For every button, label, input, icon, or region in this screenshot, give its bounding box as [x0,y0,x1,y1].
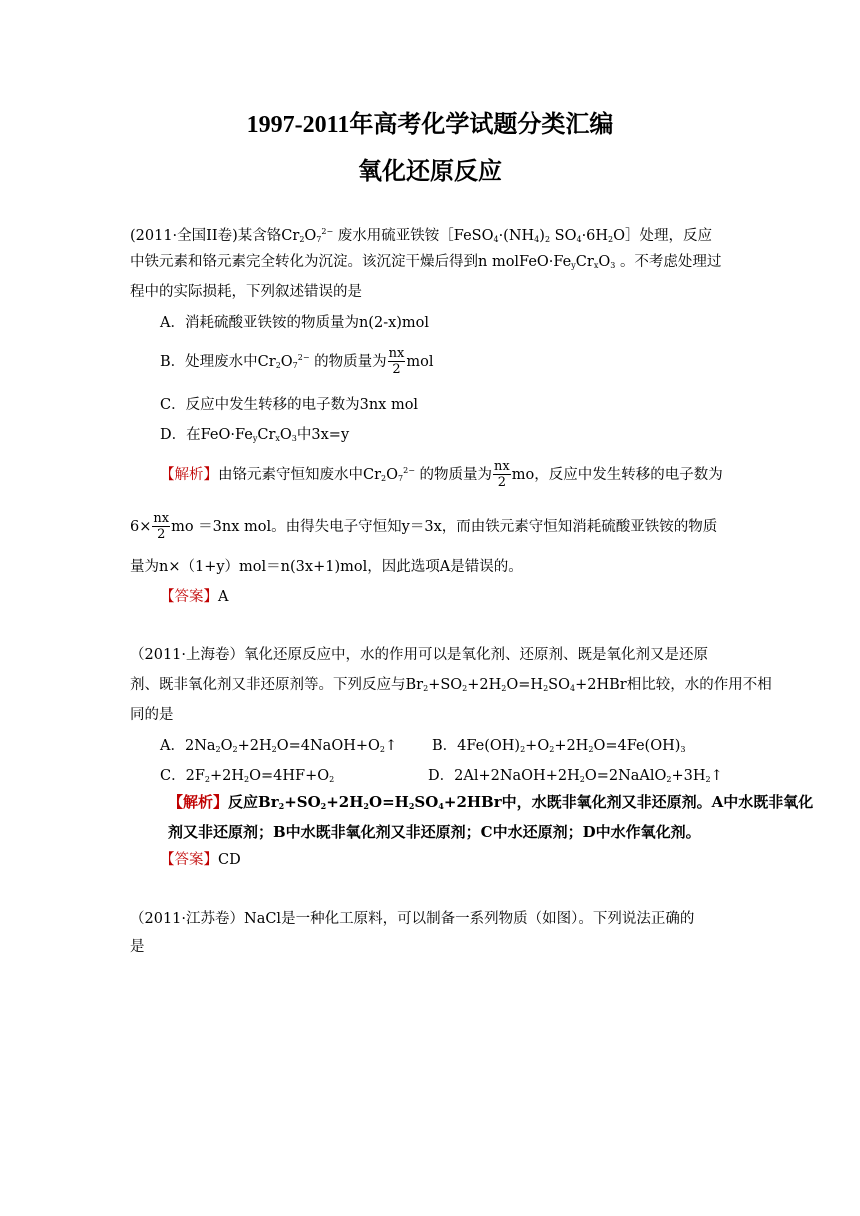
q2-stem-line3: 同的是 [130,707,174,723]
q2-stem-line1: （2011·上海卷）氧化还原反应中，水的作用可以是氧化剂、还原剂、既是氧化剂又是还原 [130,647,709,663]
q2-option-a: A．$2Na_2O_2+2H_2O=4NaOH+O_2↑$ [160,738,398,754]
q1-option-d: D．在$FeO\cdot Fe_yCr_xO_3$中3x=y [160,427,350,443]
q2-analysis-line1: 【解析】反应$Br_2+SO_2+2H_2O=H_2SO_4+2HBr$中，水既非氧化剂又非还原剂。A中水既非氧化 [168,793,814,811]
q1-option-b: B．处理废水中$Cr_2O_7^{2-}$ 的物质量为 $\frac{nx}{2}$ mol [160,346,434,377]
analysis-tag: 【解析】 [168,793,229,811]
q2-option-c: C．$2F_2+2H_2O=4HF+O_2$ [160,768,335,784]
q2-option-b: B．$4Fe(OH)_2+O_2+2H_2O=4Fe(OH)_3$ [432,738,686,754]
q2-answer: 【答案】CD [160,852,241,868]
q1-analysis-line3: 量为n×（1+y）mol＝n(3x+1)mol，因此选项A是错误的。 [130,559,523,575]
fraction-nx-over-2: $\frac{nx}{2}$ [388,346,405,377]
analysis-tag: 【解析】 [160,467,218,483]
q1-stem-line1: (2011·全国II卷)某含铬$Cr_2O_7^{2-}$ 废水用硫亚铁铵$[FeSO_4\cdot(NH_4)_2$ $SO_4\cdot 6H_2O]$处理，反应 [130,227,713,244]
fraction-nx-over-2: $\frac{nx}{2}$ [153,511,170,542]
answer-tag: 【答案】 [160,852,218,868]
q1-analysis-line1: 【解析】由铬元素守恒知废水中$Cr_2O_7^{2-}$ 的物质量为 $\frac{nx}{2}$ mo，反应中发生转移的电子数为 [160,459,723,490]
q1-answer: 【答案】A [160,589,229,605]
q3-stem-line2: 是 [130,939,145,955]
q1-stem-line3: 程中的实际损耗，下列叙述错误的是 [130,284,362,300]
q1-stem-line2: 中铁元素和铬元素完全转化为沉淀。该沉淀干燥后得到n $molFeO\cdot Fe_yCr_xO_3$ 。不考虑处理过 [130,254,722,270]
q3-stem-line1: （2011·江苏卷）NaCl是一种化工原料，可以制备一系列物质（如图）。下列说法正确的 [130,911,695,927]
q2-option-d: D．$2Al+2NaOH+2H_2O=2NaAlO_2+3H_2↑$ [428,768,723,784]
q1-option-a: A．消耗硫酸亚铁铵的物质量为n(2-x)mol [160,315,430,331]
document-title: 1997-2011年高考化学试题分类汇编 [246,112,614,138]
q2-analysis-line2: 剂又非还原剂；B中水既非氧化剂又非还原剂；C中水还原剂；D中水作氧化剂。 [168,823,701,841]
q2-stem-line2: 剂、既非氧化剂又非还原剂等。下列反应与$Br_2+SO_2+2H_2O=H_2SO_4+2HBr$相比较，水的作用不相 [130,677,772,693]
fraction-nx-over-2: $\frac{nx}{2}$ [494,459,510,490]
document-subtitle: 氧化还原反应 [358,159,502,185]
answer-tag: 【答案】 [160,589,218,605]
q1-analysis-line2: 6× $\frac{nx}{2}$ mo ＝3nx mol。由得失电子守恒知y＝3x，而由铁元素守恒知消耗硫酸亚铁铵的物质 [130,511,718,542]
q1-option-c: C．反应中发生转移的电子数为3nx mol [160,397,419,413]
